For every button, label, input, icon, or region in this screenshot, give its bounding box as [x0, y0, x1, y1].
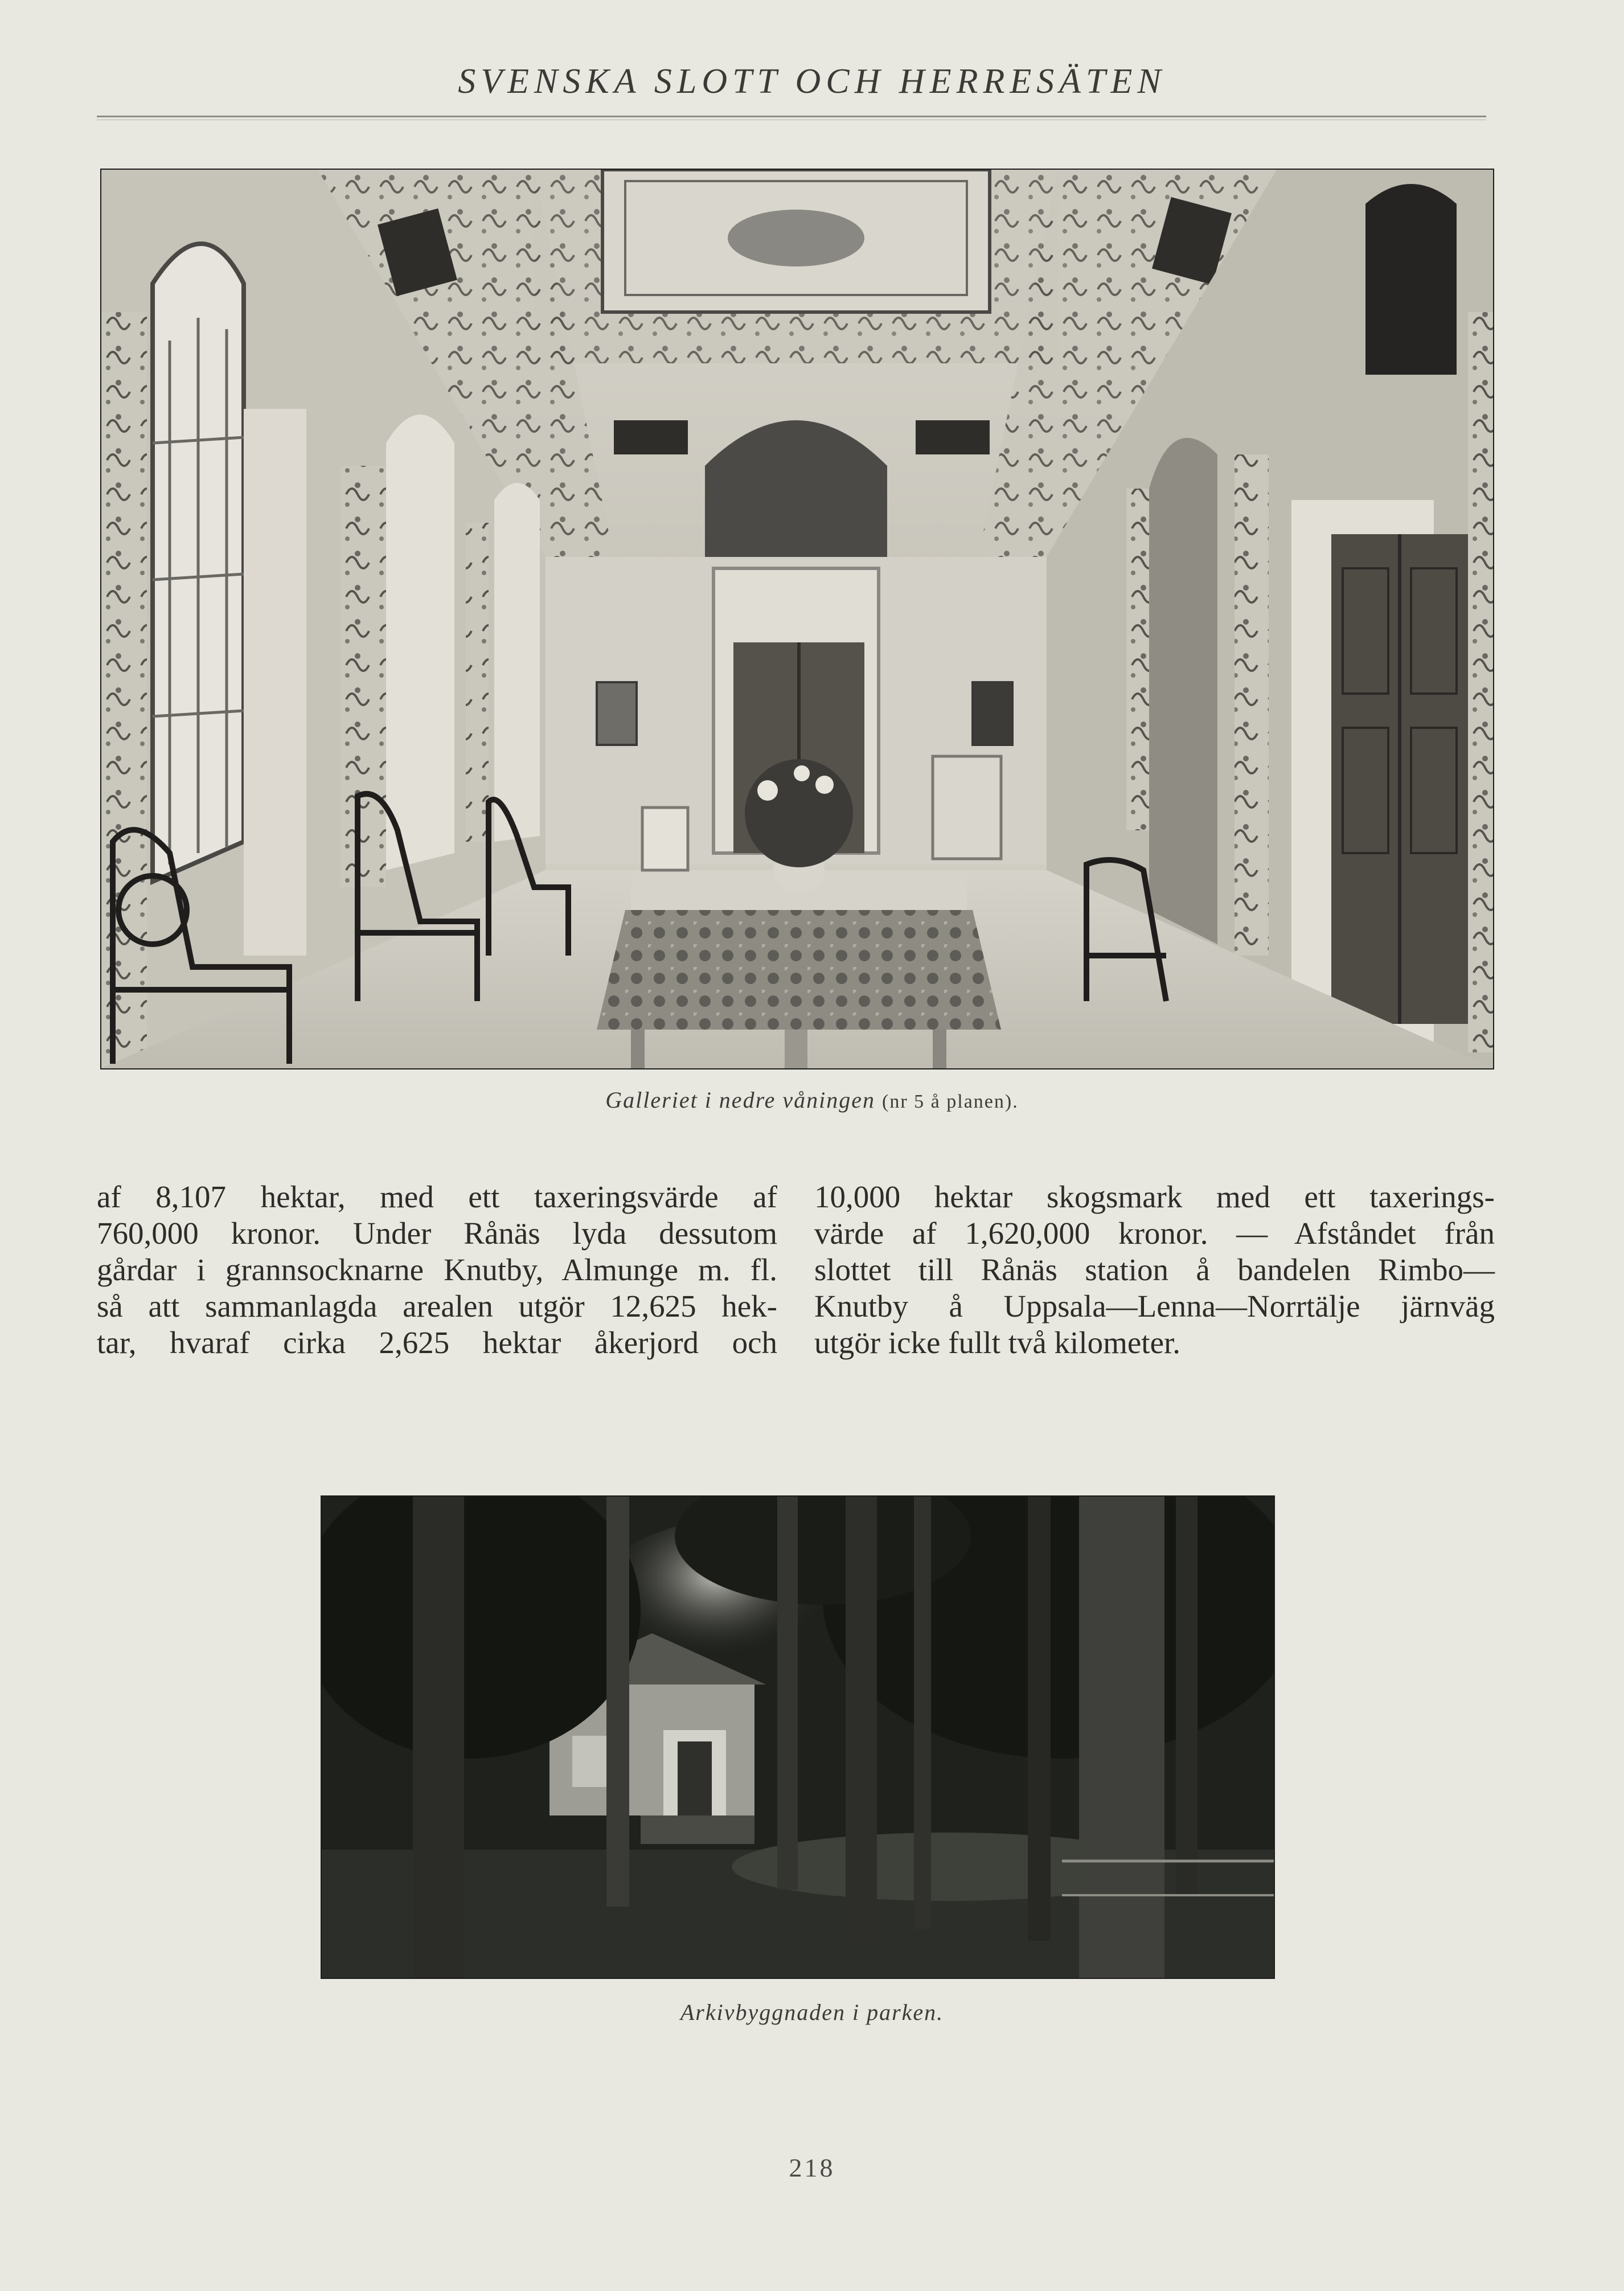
- body-line: slottet till Rånäs station å bandelen Rimbo—: [814, 1252, 1495, 1287]
- running-head: SVENSKA SLOTT OCH HERRESÄTEN: [458, 62, 1166, 101]
- archive-building-caption: [0, 1999, 1624, 2026]
- body-line: så att sammanlagda arealen utgör 12,625 hek-: [97, 1289, 777, 1323]
- body-column-left: [97, 1179, 777, 1361]
- body-line: af 8,107 hektar, med ett taxeringsvärde af: [97, 1179, 777, 1214]
- body-line: tar, hvaraf cirka 2,625 hektar åkerjord och: [97, 1325, 777, 1360]
- archive-building-caption-title: Arkivbyggnaden i parken.: [680, 1999, 944, 2025]
- body-line: gårdar i grannsocknarne Knutby, Almunge m. fl.: [97, 1252, 777, 1287]
- body-line: Knutby å Uppsala—Lenna—Norrtälje järnväg: [814, 1289, 1495, 1323]
- gallery-photo-illustration: [101, 170, 1493, 1068]
- gallery-caption: [0, 1087, 1624, 1113]
- body-line: utgör icke fullt två kilometer.: [814, 1325, 1181, 1360]
- body-column-right: [814, 1179, 1495, 1361]
- page-number: 218: [789, 2153, 835, 2182]
- body-line: 760,000 kronor. Under Rånäs lyda dessutom: [97, 1216, 777, 1251]
- gallery-photo: [100, 169, 1494, 1069]
- archive-building-photo-illustration: [322, 1497, 1274, 1978]
- gallery-caption-reference: (nr 5 å planen).: [882, 1091, 1019, 1112]
- body-line: 10,000 hektar skogsmark med ett taxerings-: [814, 1179, 1495, 1214]
- gallery-caption-title: Galleriet i nedre våningen: [605, 1087, 876, 1113]
- body-line: värde af 1,620,000 kronor. — Afståndet från: [814, 1216, 1495, 1251]
- archive-building-photo: [321, 1495, 1275, 1979]
- header-rule: [97, 116, 1486, 120]
